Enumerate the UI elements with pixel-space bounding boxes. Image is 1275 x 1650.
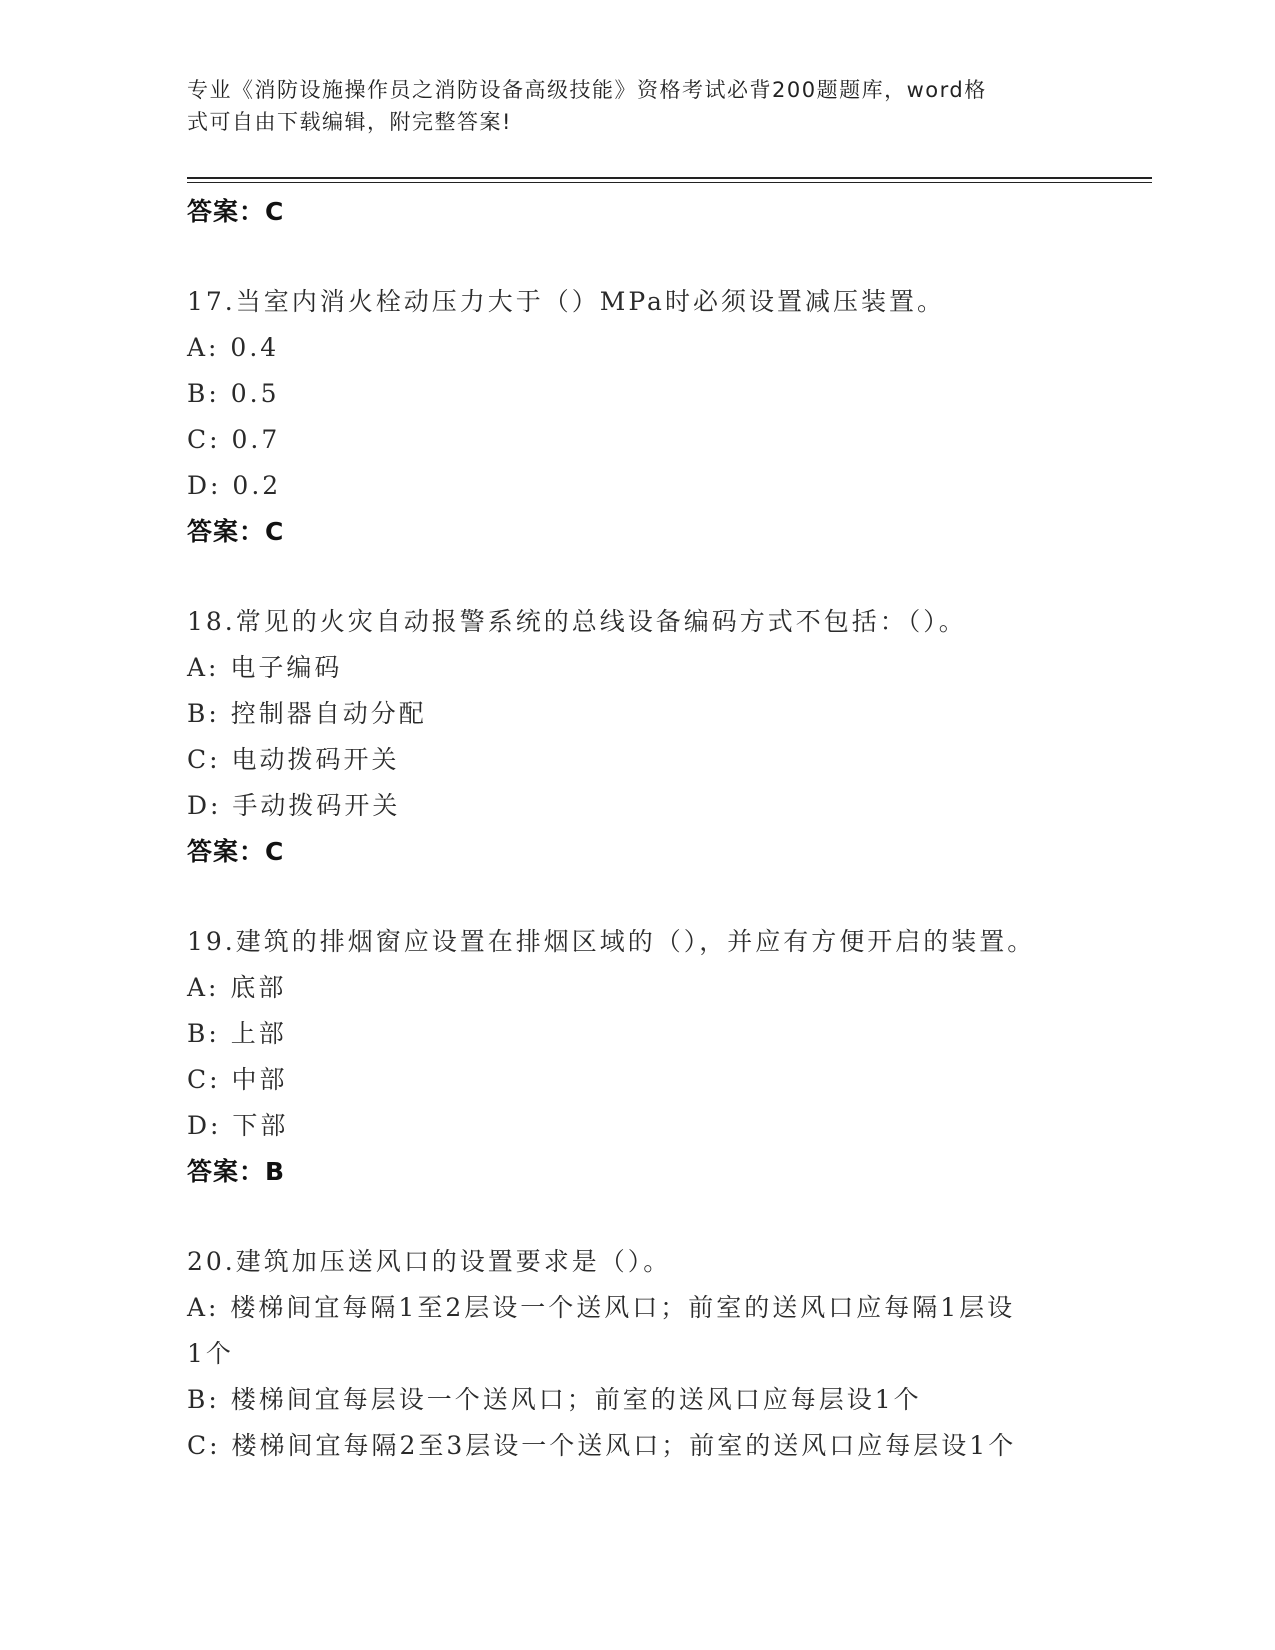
question-stem: 17.当室内消火栓动压力大于（）MPa时必须设置减压装置。: [187, 287, 945, 316]
option-c: C: 中部: [187, 1065, 288, 1094]
question-17: [187, 279, 1152, 555]
option-a: A: 0.4: [187, 333, 280, 362]
question-stem: 19.建筑的排烟窗应设置在排烟区域的（），并应有方便开启的装置。: [187, 927, 1036, 956]
header-line-1: 专业《消防设施操作员之消防设备高级技能》资格考试必背200题题库，word格: [187, 78, 987, 102]
option-d: D: 手动拨码开关: [187, 791, 401, 820]
option-c: C: 楼梯间宜每隔2至3层设一个送风口；前室的送风口应每层设1个: [187, 1431, 1017, 1460]
question-stem: 20.建筑加压送风口的设置要求是（）。: [187, 1247, 672, 1276]
spacer: [187, 1195, 1152, 1239]
option-b: B: 0.5: [187, 379, 280, 408]
spacer: [187, 555, 1152, 599]
option-d: D: 0.2: [187, 471, 282, 500]
spacer: [187, 875, 1152, 919]
option-a: A: 楼梯间宜每隔1至2层设一个送风口；前室的送风口应每隔1层设: [187, 1293, 1016, 1322]
option-a: A: 电子编码: [187, 653, 343, 682]
option-d: D: 下部: [187, 1111, 289, 1140]
document-header: [187, 74, 1087, 138]
question-18: [187, 599, 1152, 875]
option-a-continuation: 1个: [187, 1339, 234, 1368]
option-b: B: 控制器自动分配: [187, 699, 427, 728]
option-c: C: 0.7: [187, 425, 281, 454]
option-a: A: 底部: [187, 973, 287, 1002]
question-list: [187, 189, 1152, 1469]
option-b: B: 上部: [187, 1019, 287, 1048]
question-20: [187, 1239, 1152, 1469]
question-19: [187, 919, 1152, 1195]
previous-answer: 答案：C: [187, 197, 285, 226]
option-c: C: 电动拨码开关: [187, 745, 400, 774]
spacer: [187, 235, 1152, 279]
header-divider: [187, 177, 1152, 183]
answer: 答案：B: [187, 1157, 286, 1186]
option-b: B: 楼梯间宜每层设一个送风口；前室的送风口应每层设1个: [187, 1385, 922, 1414]
question-stem: 18.常见的火灾自动报警系统的总线设备编码方式不包括：（）。: [187, 607, 967, 636]
header-line-2: 式可自由下载编辑，附完整答案!: [187, 110, 512, 134]
answer: 答案：C: [187, 517, 285, 546]
answer: 答案：C: [187, 837, 285, 866]
